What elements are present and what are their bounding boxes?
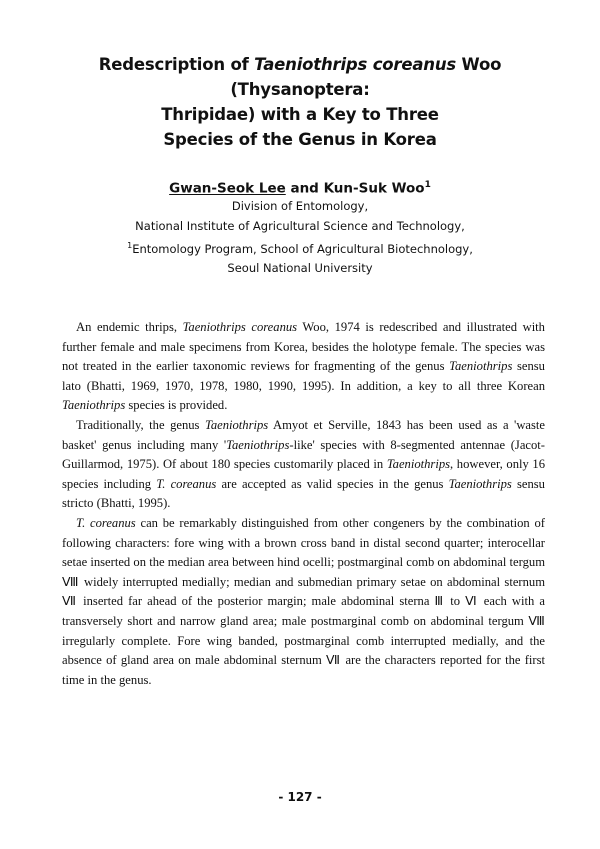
page-number: - 127 - <box>278 790 322 804</box>
author-1: Gwan-Seok Lee <box>169 180 286 197</box>
title-line-3: Species of the Genus in Korea <box>163 130 437 149</box>
paper-title <box>40 52 560 152</box>
abstract-paragraph-2: Traditionally, the genus Taeniothrips Amyot et Serville, 1843 has been used as a 'waste basket' genus including many 'Taeniothrips-like' species with 8-segmented antennae (Jacot-Guillarmod, 1975). Of about 180 species customarily placed in Taeniothrips, however, only 16 species including T. coreanus are accepted as valid species in the genus Taeniothrips sensu stricto (Bhatti, 1995). <box>62 417 545 511</box>
affiliation-line-1: Division of Entomology, <box>231 199 369 213</box>
author-line: Gwan-Seok Lee and Kun-Suk Woo$^1$ <box>169 180 431 197</box>
affiliation-line-4: Seoul National University <box>227 261 373 276</box>
abstract-paragraph-1: An endemic thrips, Taeniothrips coreanus Woo, 1974 is redescribed and illustrated with further female and male specimens from Korea, besides the holotype female. The species was not treated in the earlier taxonomic reviews for fragmenting of the genus Taeniothrips sensu lato (Bhatti, 1969, 1970, 1978, 1980, 1990, 1995). In addition, a key to all three Korean Taeniothrips species is provided. <box>62 320 545 413</box>
abstract-paragraph-3: T. coreanus can be remarkably distinguished from other congeners by the combination of following characters: fore wing with a brown cross band in distal second quarter; interocellar setae inserted on the median area between hind ocelli; postmarginal comb on abdominal tergum Ⅷ widely interrupted medially; median and submedian primary setae on abdominal sternum Ⅶ inserted far ahead of the posterior margin; male abdominal sterna Ⅲ to Ⅵ each with a transversely short and narrow gland area; male postmarginal comb on abdominal tergum Ⅷ irregularly complete. Fore wing banded, postmarginal comb interrupted medially, and the absence of gland area on male abdominal sternum Ⅶ are the characters reported for the first time in the genus. <box>62 515 545 687</box>
affiliations <box>40 197 560 279</box>
affiliation-line-2: National Institute of Agricultural Science and Technology, <box>135 218 465 233</box>
title-line-2: Thripidae) with a Key to Three <box>161 105 439 124</box>
affiliation-line-3: $^1$Entomology Program, School of Agricultural Biotechnology, <box>127 241 473 256</box>
title-line-1: Redescription of Taeniothrips coreanus Woo (Thysanoptera: <box>98 55 502 99</box>
author-2-affiliation-mark: 1 <box>424 180 431 190</box>
title-genus-name: Taeniothrips coreanus <box>254 55 456 74</box>
abstract <box>62 318 545 690</box>
author-2: Kun-Suk Woo <box>323 180 425 197</box>
